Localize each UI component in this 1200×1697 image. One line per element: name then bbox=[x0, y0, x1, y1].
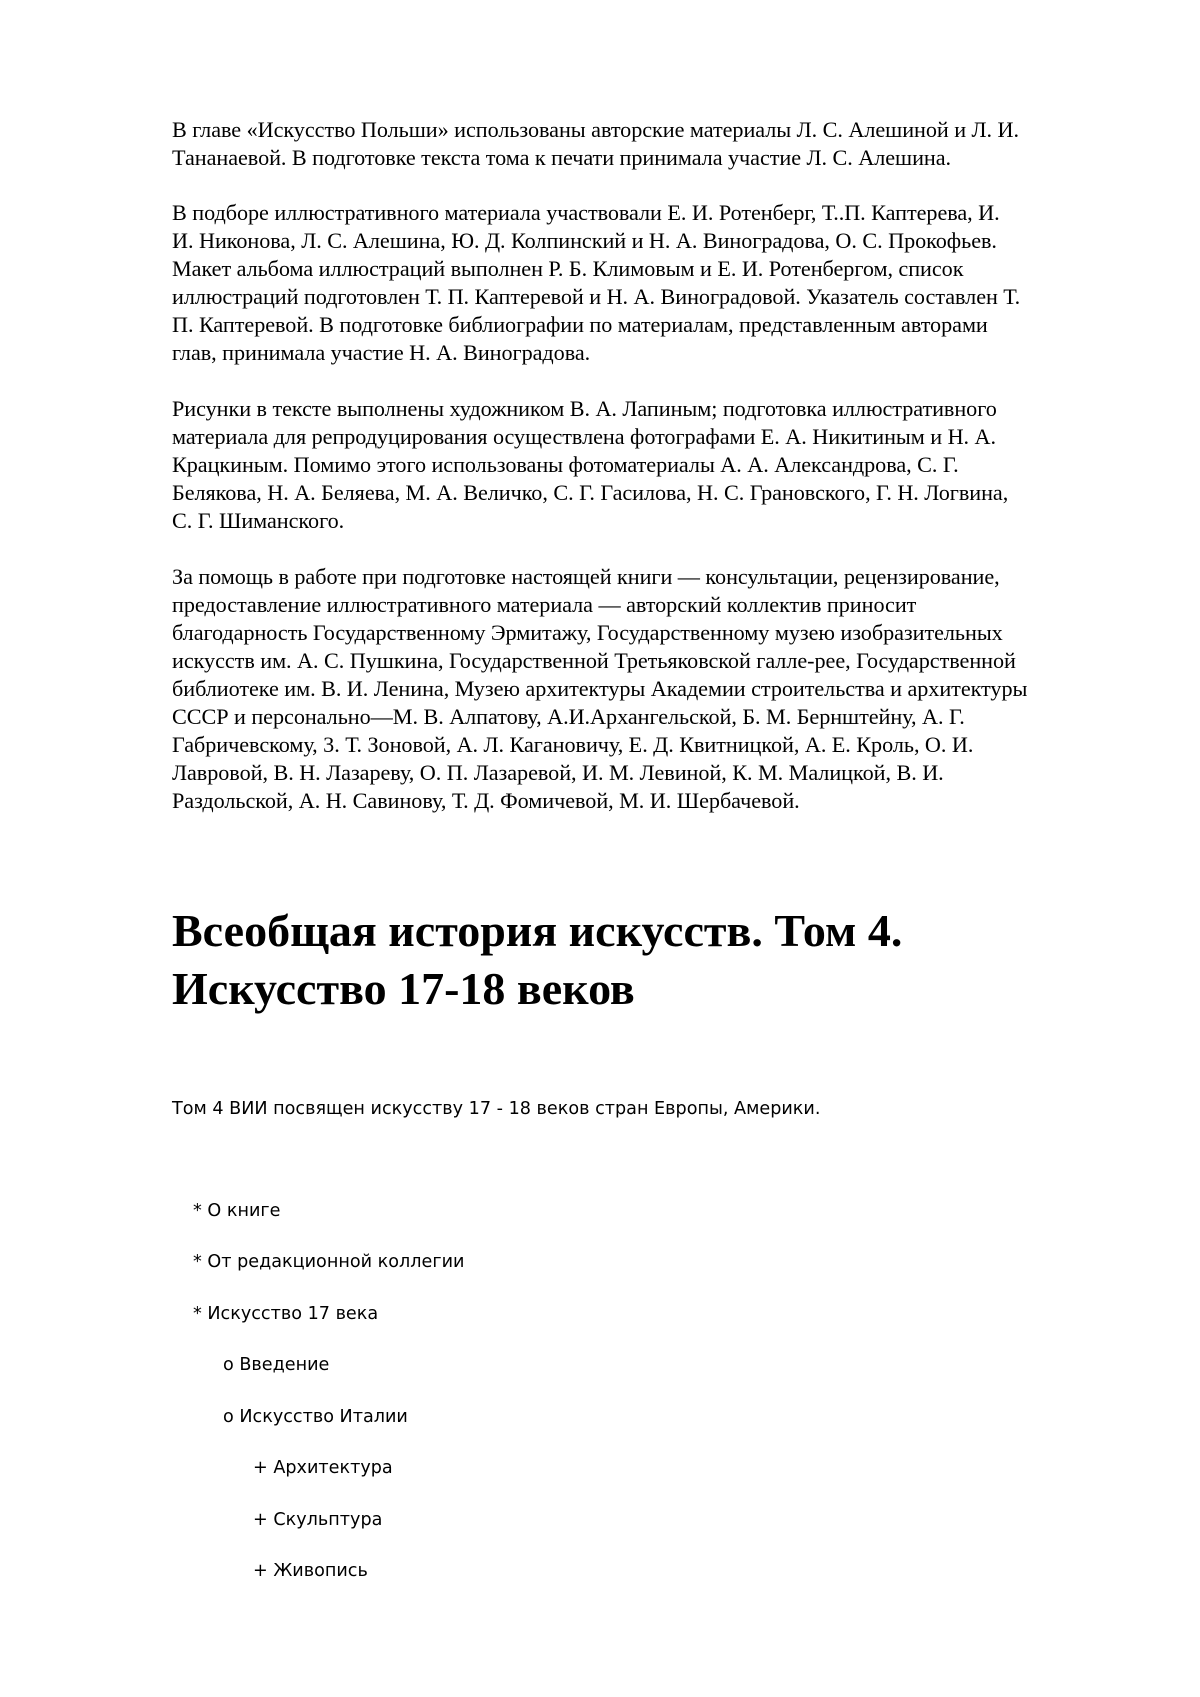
document-title: Всеобщая история искусств. Том 4. Искусство 17-18 веков bbox=[172, 905, 903, 1014]
toc-item[interactable] bbox=[193, 1198, 280, 1224]
toc-item[interactable] bbox=[223, 1352, 329, 1378]
toc-item[interactable] bbox=[193, 1249, 464, 1275]
toc-marker: * bbox=[193, 1304, 202, 1324]
toc-label: Искусство Италии bbox=[239, 1407, 408, 1427]
toc-marker: * bbox=[193, 1252, 202, 1272]
toc-marker: + bbox=[253, 1510, 268, 1530]
paragraph-acknowledgements: За помощь в работе при подготовке настоящей книги — консультации, рецензирование, предоставление иллюстративного материала — авторский коллектив приносит благодарность Государственному Эрмитажу, Государственному музею изобразительных искусств им. А. С. Пушкина, Государственной Третьяковской галле-рее, Государственной библиотеке им. В. И. Ленина, Музею архитектуры Академии строительства и архитектуры СССР и персонально—М. В. Алпатову, А.И.Архангельской, Б. М. Бернштейну, А. Г. Габричевскому, 3. Т. Зоновой, А. Л. Кагановичу, Е. Д. Квитницкой, А. Е. Кроль, О. И. Лавровой, В. Н. Лазареву, О. П. Лазаревой, И. М. Левиной, К. М. Малицкой, В. И. Раздольской, А. Н. Савинову, Т. Д. Фомичевой, М. И. Шербачевой. bbox=[172, 564, 1028, 813]
document-subtitle: Том 4 ВИИ посвящен искусству 17 - 18 веков стран Европы, Америки. bbox=[172, 1099, 821, 1119]
toc-item[interactable] bbox=[223, 1404, 408, 1430]
paragraph-poland-chapter: В главе «Искусство Польши» использованы авторские материалы Л. С. Алешиной и Л. И. Тананаевой. В подготовке текста тома к печати принимала участие Л. С. Алешина. bbox=[172, 117, 1020, 170]
toc-label: Архитектура bbox=[273, 1458, 393, 1478]
toc-marker: o bbox=[223, 1355, 234, 1375]
toc-item[interactable] bbox=[253, 1455, 393, 1481]
toc-marker: + bbox=[253, 1458, 268, 1478]
toc-label: Введение bbox=[239, 1355, 330, 1375]
toc-label: Скульптура bbox=[273, 1510, 383, 1530]
toc-label: Живопись bbox=[273, 1561, 368, 1581]
toc-item[interactable] bbox=[193, 1301, 378, 1327]
toc-label: От редакционной коллегии bbox=[207, 1252, 465, 1272]
toc-marker: * bbox=[193, 1201, 202, 1221]
toc-marker: o bbox=[223, 1407, 234, 1427]
toc-label: Искусство 17 века bbox=[207, 1304, 379, 1324]
toc-item[interactable] bbox=[253, 1558, 368, 1584]
toc-label: О книге bbox=[207, 1201, 281, 1221]
paragraph-drawings-photos: Рисунки в тексте выполнены художником В. А. Лапиным; подготовка иллюстративного материала для репродуцирования осуществлена фотографами Е. А. Никитиным и Н. А. Крацкиным. Помимо этого использованы фотоматериалы А. А. Александрова, С. Г. Белякова, Н. А. Беляева, М. А. Величко, С. Г. Гасилова, Н. С. Грановского, Г. Н. Логвина, С. Г. Шиманского. bbox=[172, 396, 1009, 533]
toc-marker: + bbox=[253, 1561, 268, 1581]
toc-item[interactable] bbox=[253, 1507, 382, 1533]
paragraph-illustration-selection: В подборе иллюстративного материала участвовали Е. И. Ротенберг, Т..П. Каптерева, И. И. Никонова, Л. С. Алешина, Ю. Д. Колпинский и Н. А. Виноградова, О. С. Прокофьев. Макет альбома иллюстраций выполнен Р. Б. Климовым и Е. И. Ротенбергом, список иллюстраций подготовлен Т. П. Каптеревой и Н. А. Виноградовой. Указатель составлен Т. П. Каптеревой. В подготовке библиографии по материалам, представленным авторами глав, принимала участие Н. А. Виноградова. bbox=[172, 200, 1021, 365]
